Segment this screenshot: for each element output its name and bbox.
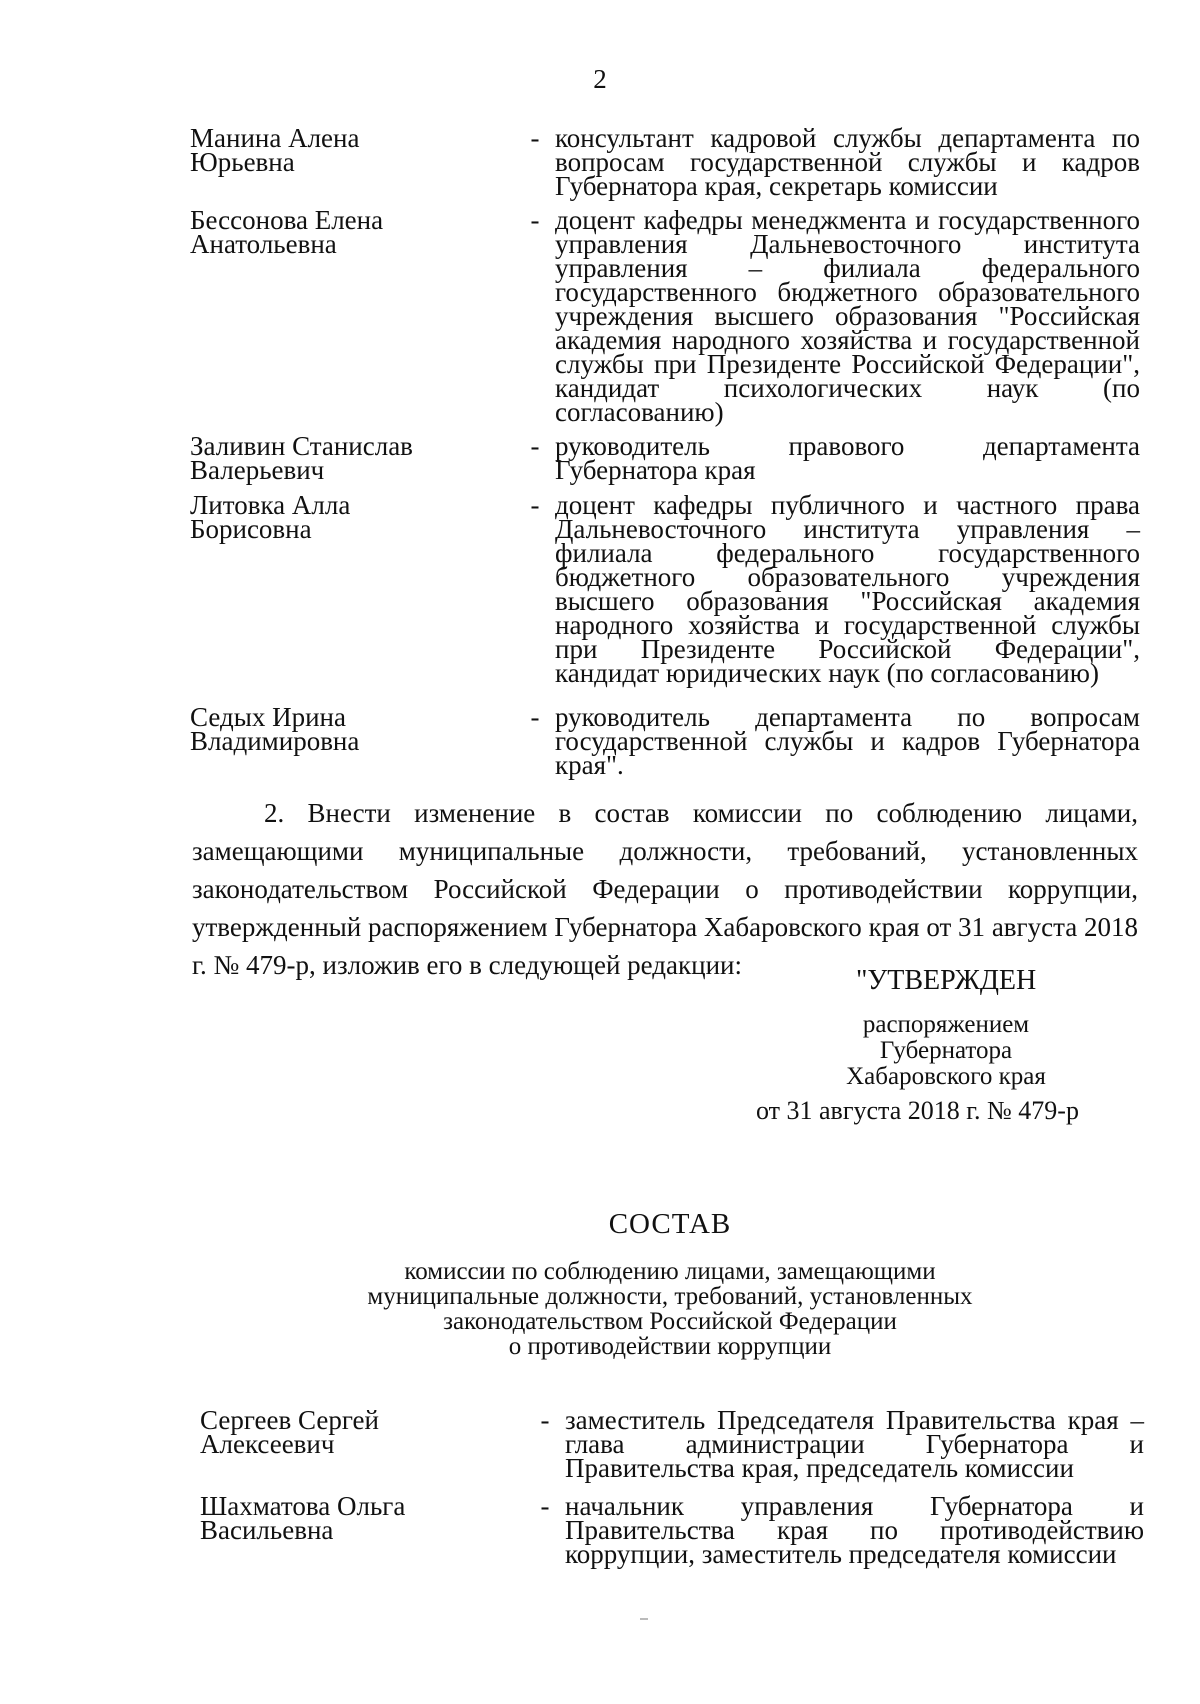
member-dash: - bbox=[530, 205, 540, 235]
member-entry bbox=[200, 1405, 1144, 1494]
member-name: Литовка Алла Борисовна bbox=[190, 490, 351, 544]
member-entry bbox=[190, 490, 1140, 705]
approval-date: от 31 августа 2018 г. № 479-р bbox=[756, 1096, 1079, 1125]
member-name: Седых Ирина Владимировна bbox=[190, 702, 360, 756]
member-role: доцент кафедры менеджмента и государственного управления Дальневосточного института управления – филиала федерального государственного бюджетного образовательного учреждения высшего образования "Российская академия народного хозяйства и государственной службы при Президенте Российской Федерации", кандидат психологических наук (по согласованию) bbox=[555, 205, 1140, 427]
member-entry bbox=[190, 702, 1140, 785]
composition-subtitle-line: о противодействии коррупции bbox=[508, 1333, 832, 1360]
approval-line: Хабаровского края bbox=[846, 1063, 1046, 1090]
member-dash: - bbox=[530, 431, 540, 461]
member-name: Заливин Станислав Валерьевич bbox=[190, 431, 413, 485]
approval-stamp bbox=[756, 965, 1136, 1125]
page-number: 2 bbox=[593, 64, 607, 94]
member-entry bbox=[190, 123, 1140, 208]
amendment-paragraph: 2. Внести изменение в состав комиссии по соблюдению лицами, замещающими муниципальные должности, требований, установленных законодательством Российской Федерации о противодействии коррупции, утвержденный распоряжением Губернатора Хабаровского края от 31 августа 2018 г. № 479-р, изложив его в следующей редакции: bbox=[192, 798, 1138, 980]
composition-title: СОСТАВ bbox=[608, 1208, 732, 1240]
member-entry bbox=[190, 431, 1140, 493]
member-role: руководитель департамента по вопросам государственной службы и кадров Губернатора края". bbox=[555, 702, 1140, 780]
member-name: Сергеев Сергей Алексеевич bbox=[200, 1405, 379, 1459]
composition-subtitle-line: муниципальные должности, требований, установленных bbox=[367, 1283, 973, 1310]
member-role: руководитель правового департамента Губернатора края bbox=[555, 431, 1140, 485]
composition-members-list bbox=[200, 1405, 1144, 1574]
composition-title-block bbox=[300, 1208, 1040, 1359]
member-name: Шахматова Ольга Васильевна bbox=[200, 1491, 406, 1545]
member-dash: - bbox=[540, 1405, 550, 1435]
member-role: начальник управления Губернатора и Правительства края по противодействию коррупции, заместитель председателя комиссии bbox=[565, 1491, 1144, 1569]
composition-subtitle-line: законодательством Российской Федерации bbox=[443, 1308, 897, 1335]
member-name: Манина Алена Юрьевна bbox=[190, 123, 360, 177]
approval-line: Губернатора bbox=[879, 1037, 1013, 1064]
member-role: доцент кафедры публичного и частного права Дальневосточного института управления – филиала федерального государственного бюджетного образовательного учреждения высшего образования "Российская академия народного хозяйства и государственной службы при Президенте Российской Федерации", кандидат юридических наук (по согласованию) bbox=[555, 490, 1140, 688]
member-role: консультант кадровой службы департамента по вопросам государственной службы и кадров Губернатора края, секретарь комиссии bbox=[555, 123, 1140, 201]
composition-subtitle-line: комиссии по соблюдению лицами, замещающими bbox=[404, 1258, 936, 1285]
member-dash: - bbox=[530, 490, 540, 520]
member-entry bbox=[190, 205, 1140, 434]
scan-artifact bbox=[640, 1618, 648, 1620]
approval-line: распоряжением bbox=[862, 1011, 1030, 1038]
member-dash: - bbox=[530, 702, 540, 732]
approval-head: "УТВЕРЖДЕН bbox=[856, 965, 1037, 996]
member-dash: - bbox=[530, 123, 540, 153]
member-role: заместитель Председателя Правительства края – глава администрации Губернатора и Правительства края, председатель комиссии bbox=[565, 1405, 1144, 1483]
member-dash: - bbox=[540, 1491, 550, 1521]
commission-members-list bbox=[190, 123, 1140, 785]
member-name: Бессонова Елена Анатольевна bbox=[190, 205, 384, 259]
member-entry bbox=[200, 1491, 1144, 1574]
